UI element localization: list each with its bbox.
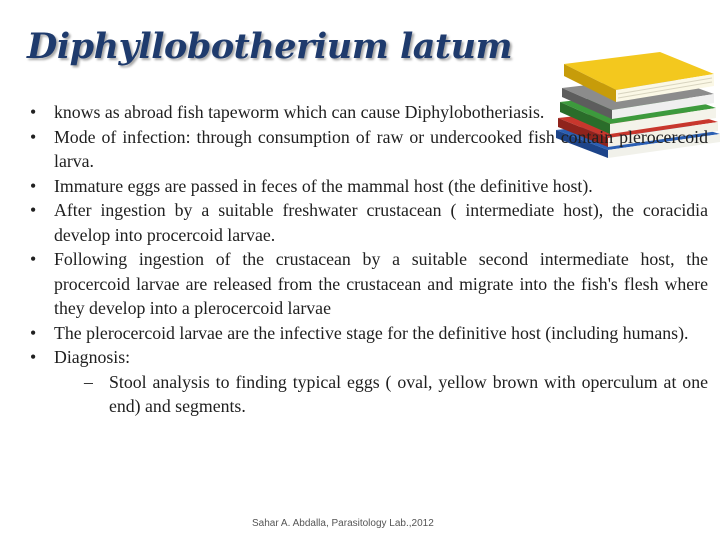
- bullet-item: • Following ingestion of the crustacean by a suitable second intermediate host, the procercoid larvae are released from the crustacean and migrate into the fish's flesh where they develop into a plerocercoid larvae: [30, 247, 708, 321]
- sub-bullet-list: [54, 370, 708, 419]
- sub-bullet-item: – Stool analysis to finding typical eggs ( oval, yellow brown with operculum at one end) and segments.: [84, 370, 708, 419]
- bullet-list: [30, 100, 708, 419]
- bullet-item: • Mode of infection: through consumption of raw or undercooked fish contain plerocercoid larva.: [30, 125, 708, 174]
- bullet-item: • The plerocercoid larvae are the infective stage for the definitive host (including humans).: [30, 321, 708, 346]
- slide-title: Diphyllobotherium latum: [27, 26, 513, 67]
- bullet-item: • Immature eggs are passed in feces of the mammal host (the definitive host).: [30, 174, 708, 199]
- slide-body: [30, 100, 708, 419]
- bullet-text: Diagnosis:: [54, 347, 131, 367]
- bullet-item: • After ingestion by a suitable freshwater crustacean ( intermediate host), the coracidia develop into procercoid larvae.: [30, 198, 708, 247]
- bullet-item-diagnosis: [30, 345, 708, 419]
- footer-credit: Sahar A. Abdalla, Parasitology Lab.,2012: [252, 518, 434, 529]
- bullet-item: • knows as abroad fish tapeworm which can cause Diphylobotheriasis.: [30, 100, 708, 125]
